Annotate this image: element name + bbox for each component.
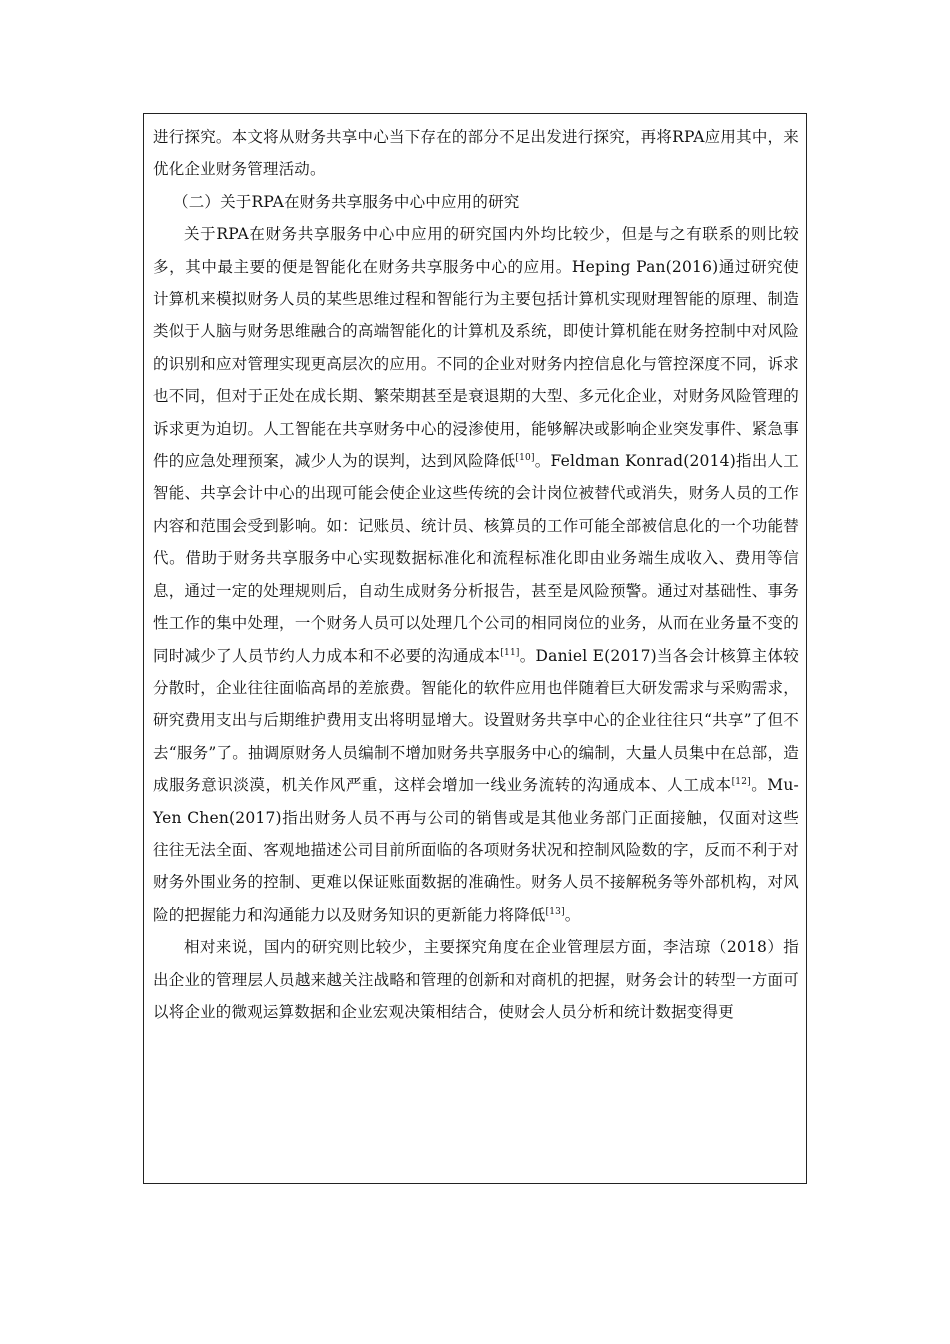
section-heading <box>153 186 799 218</box>
paragraph-domestic-research <box>153 931 799 1028</box>
text-segment: 。Mu-Yen Chen(2017)指出财务人员不再与公司的销售或是其他业务部门正面接触，仅面对这些往往无法全面、客观地描述公司目前所面临的各项财务状况和控制风险数的字，反而不利于对财务外围业务的控制、更难以保证账面数据的准确性。财务人员不接解税务等外部机构，对风险的把握能力和沟通能力以及财务知识的更新能力将降低 <box>153 776 799 924</box>
citation-marker: [13] <box>545 906 565 917</box>
text-segment: 。Daniel E(2017)当各会计核算主体较分散时，企业往往面临高昂的差旅费。智能化的软件应用也伴随着巨大研发需求与采购需求，研究费用支出与后期维护费用支出将明显增大。设置财务共享中心的企业往往只“共享”了但不去“服务”了。抽调原财务人员编制不增加财务共享服务中心的编制，大量人员集中在总部，造成服务意识淡漠，机关作风严重，这样会增加一线业务流转的沟通成本、人工成本 <box>153 646 799 795</box>
citation-marker: [11] <box>500 647 520 658</box>
citation-marker: [10] <box>515 452 535 463</box>
text-segment: 。 <box>564 905 581 924</box>
document-body <box>153 121 799 1028</box>
citation-marker: [12] <box>731 776 751 787</box>
text-segment: 。Feldman Konrad(2014)指出人工智能、共享会计中心的出现可能会使企业这些传统的会计岗位被替代或消失，财务人员的工作内容和范围会受到影响。如：记账员、统计员、核算员的工作可能全部被信息化的一个功能替代。借助于财务共享服务中心实现数据标准化和流程标准化即由业务端生成收入、费用等信息，通过一定的处理规则后，自动生成财务分析报告，甚至是风险预警。通过对基础性、事务性工作的集中处理，一个财务人员可以处理几个公司的相同岗位的业务，从而在业务量不变的同时减少了人员节约人力成本和不必要的沟通成本 <box>153 452 799 665</box>
text-segment: 相对来说，国内的研究则比较少，主要探究角度在企业管理层方面，李洁琼（2018）指出企业的管理层人员越来越关注战略和管理的创新和对商机的把握，财务会计的转型一方面可以将企业的微观运算数据和企业宏观决策相结合，使财会人员分析和统计数据变得更 <box>153 938 799 1021</box>
paragraph-continuation <box>153 121 799 186</box>
text-segment: 进行探究。本文将从财务共享中心当下存在的部分不足出发进行探究，再将RPA应用其中，来优化企业财务管理活动。 <box>153 128 799 179</box>
paragraph-foreign-research <box>153 218 799 931</box>
heading-text: （二）关于RPA在财务共享服务中心中应用的研究 <box>173 192 520 211</box>
text-segment: 关于RPA在财务共享服务中心中应用的研究国内外均比较少，但是与之有联系的则比较多，其中最主要的便是智能化在财务共享服务中心的应用。Heping Pan(2016)通过研究使计算机来模拟财务人员的某些思维过程和智能行为主要包括计算机实现财理智能的原理、制造类似于人脑与财务思维融合的高端智能化的计算机及系统，即使计算机能在财务控制中对风险的识别和应对管理实现更高层次的应用。不同的企业对财务内控信息化与管控深度不同，诉求也不同，但对于正处在成长期、繁荣期甚至是衰退期的大型、多元化企业，对财务风险管理的诉求更为迫切。人工智能在共享财务中心的浸渗使用，能够解决或影响企业突发事件、紧急事件的应急处理预案，减少人为的误判，达到风险降低 <box>153 225 799 471</box>
